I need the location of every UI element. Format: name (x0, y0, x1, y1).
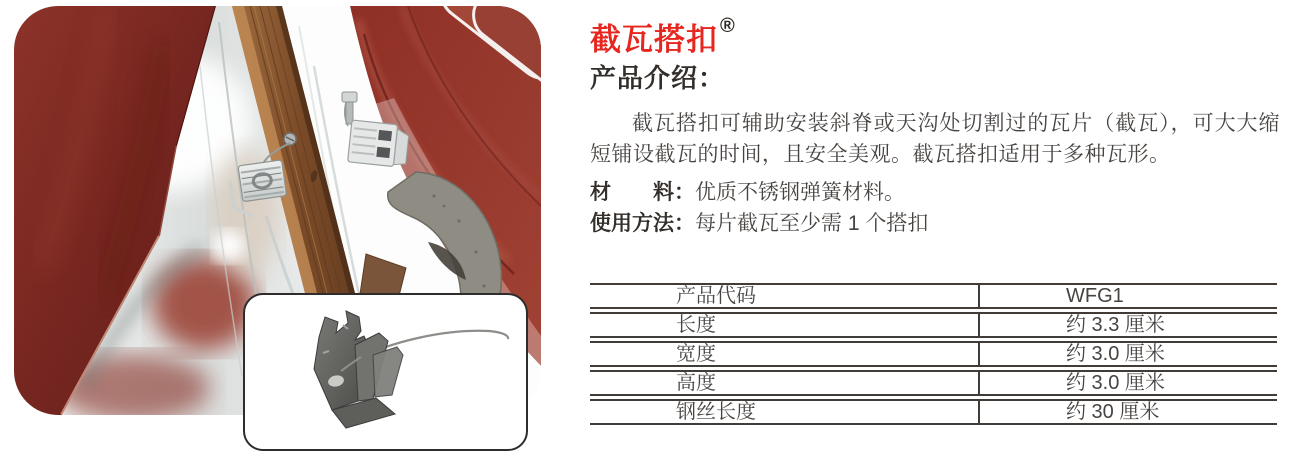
product-title-row (590, 14, 735, 59)
usage-value: 每片截瓦至少需 1 个搭扣 (695, 212, 929, 235)
registered-trademark: ® (720, 15, 735, 37)
product-intro-paragraph: 截瓦搭扣可辅助安装斜脊或天沟处切割过的瓦片（截瓦），可大大缩短铺设截瓦的时间，且安全美观。截瓦搭扣适用于多种瓦形。 (590, 112, 1280, 166)
clip-detail-inset (243, 293, 528, 451)
material-label: 材 料： (590, 181, 695, 204)
spec-value-cell: 约 3.0 厘米 (980, 341, 1277, 367)
spec-value-cell: 约 3.0 厘米 (980, 370, 1277, 396)
product-info-column (590, 0, 1280, 460)
usage-line (590, 208, 928, 239)
clip-product-graphic (245, 295, 526, 449)
spec-label-cell: 高度 (590, 370, 980, 396)
spec-row (590, 312, 1277, 338)
material-line (590, 177, 905, 208)
spec-table (590, 280, 1277, 428)
spec-value-cell: WFG1 (980, 283, 1277, 309)
spec-row (590, 341, 1277, 367)
spec-label-cell: 钢丝长度 (590, 399, 980, 425)
spec-value-cell: 约 3.3 厘米 (980, 312, 1277, 338)
clip-body (314, 311, 403, 428)
section-heading: 产品介绍： (590, 63, 726, 93)
product-title: 截瓦搭扣 (590, 22, 718, 57)
material-value: 优质不锈钢弹簧材料。 (695, 181, 905, 204)
spec-row (590, 283, 1277, 309)
spec-label-cell: 长度 (590, 312, 980, 338)
spec-label-cell: 产品代码 (590, 283, 980, 309)
spec-value-cell: 约 30 厘米 (980, 399, 1277, 425)
spec-row (590, 399, 1277, 425)
spec-row (590, 370, 1277, 396)
product-photo-area (14, 6, 541, 454)
spec-label-cell: 宽度 (590, 341, 980, 367)
usage-label: 使用方法： (590, 212, 695, 235)
